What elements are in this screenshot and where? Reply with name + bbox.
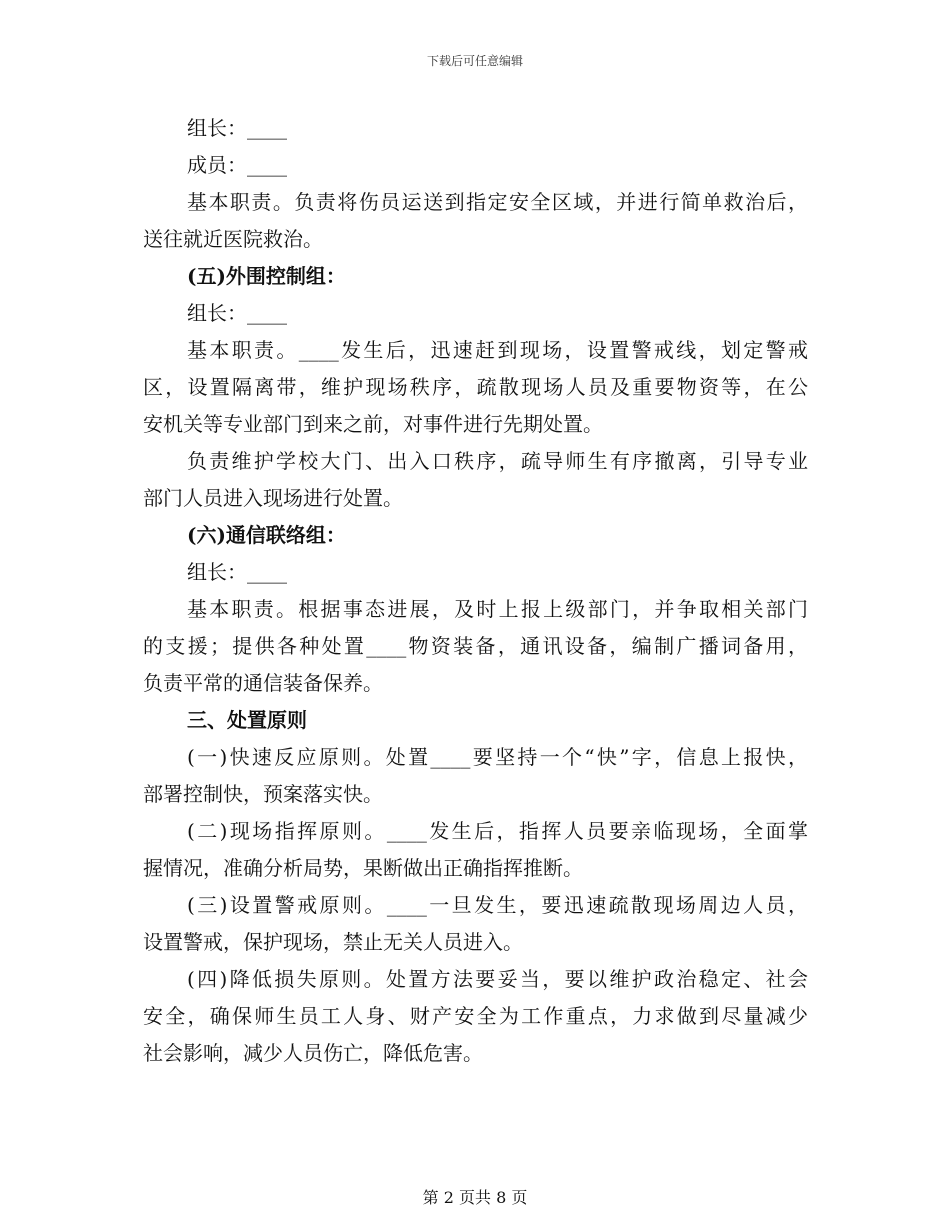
section-heading: (六)通信联络组：: [187, 523, 346, 547]
text-line: (一)快速反应原则。处置____要坚持一个“快”字，信息上报快，: [187, 745, 808, 769]
text-line: 成员：____: [187, 153, 287, 177]
text-line: (四)降低损失原则。处置方法要妥当，要以维护政治稳定、社会: [187, 967, 808, 991]
text-line: 部门人员进入现场进行处置。: [143, 486, 403, 510]
section-heading: (五)外围控制组：: [187, 264, 346, 288]
text-line: 部署控制快，预案落实快。: [143, 782, 383, 806]
page-footer: 第 2 页共 8 页: [422, 1188, 528, 1207]
section-heading: 三、处置原则: [187, 708, 307, 732]
text-line: 组长：____: [187, 301, 287, 325]
text-line: 基本职责。负责将伤员运送到指定安全区域，并进行简单救治后，: [187, 190, 808, 214]
text-line: 区，设置隔离带，维护现场秩序，疏散现场人员及重要物资等，在公: [143, 375, 808, 399]
text-line: 设置警戒，保护现场，禁止无关人员进入。: [143, 930, 523, 954]
text-line: 送往就近医院救治。: [143, 227, 323, 251]
text-line: (二)现场指挥原则。____发生后，指挥人员要亲临现场，全面掌: [187, 819, 808, 843]
text-line: (三)设置警戒原则。____一旦发生，要迅速疏散现场周边人员，: [187, 893, 808, 917]
text-line: 负责平常的通信装备保养。: [143, 671, 383, 695]
text-line: 组长：____: [187, 116, 287, 140]
text-line: 握情况，准确分析局势，果断做出正确指挥推断。: [143, 856, 583, 880]
text-line: 社会影响，减少人员伤亡，降低危害。: [143, 1041, 483, 1065]
text-line: 负责维护学校大门、出入口秩序，疏导师生有序撤离，引导专业: [187, 449, 808, 473]
document-body: [143, 110, 808, 1072]
text-line: 的支援；提供各种处置____物资装备，通讯设备，编制广播词备用，: [143, 634, 808, 658]
text-line: 安全，确保师生员工人身、财产安全为工作重点，力求做到尽量减少: [143, 1004, 808, 1028]
text-line: 组长：____: [187, 560, 287, 584]
text-line: 基本职责。根据事态进展，及时上报上级部门，并争取相关部门: [187, 597, 808, 621]
text-line: 安机关等专业部门到来之前，对事件进行先期处置。: [143, 412, 603, 436]
page-header: 下载后可任意编辑: [426, 54, 523, 68]
text-line: 基本职责。____发生后，迅速赶到现场，设置警戒线，划定警戒: [187, 338, 808, 362]
